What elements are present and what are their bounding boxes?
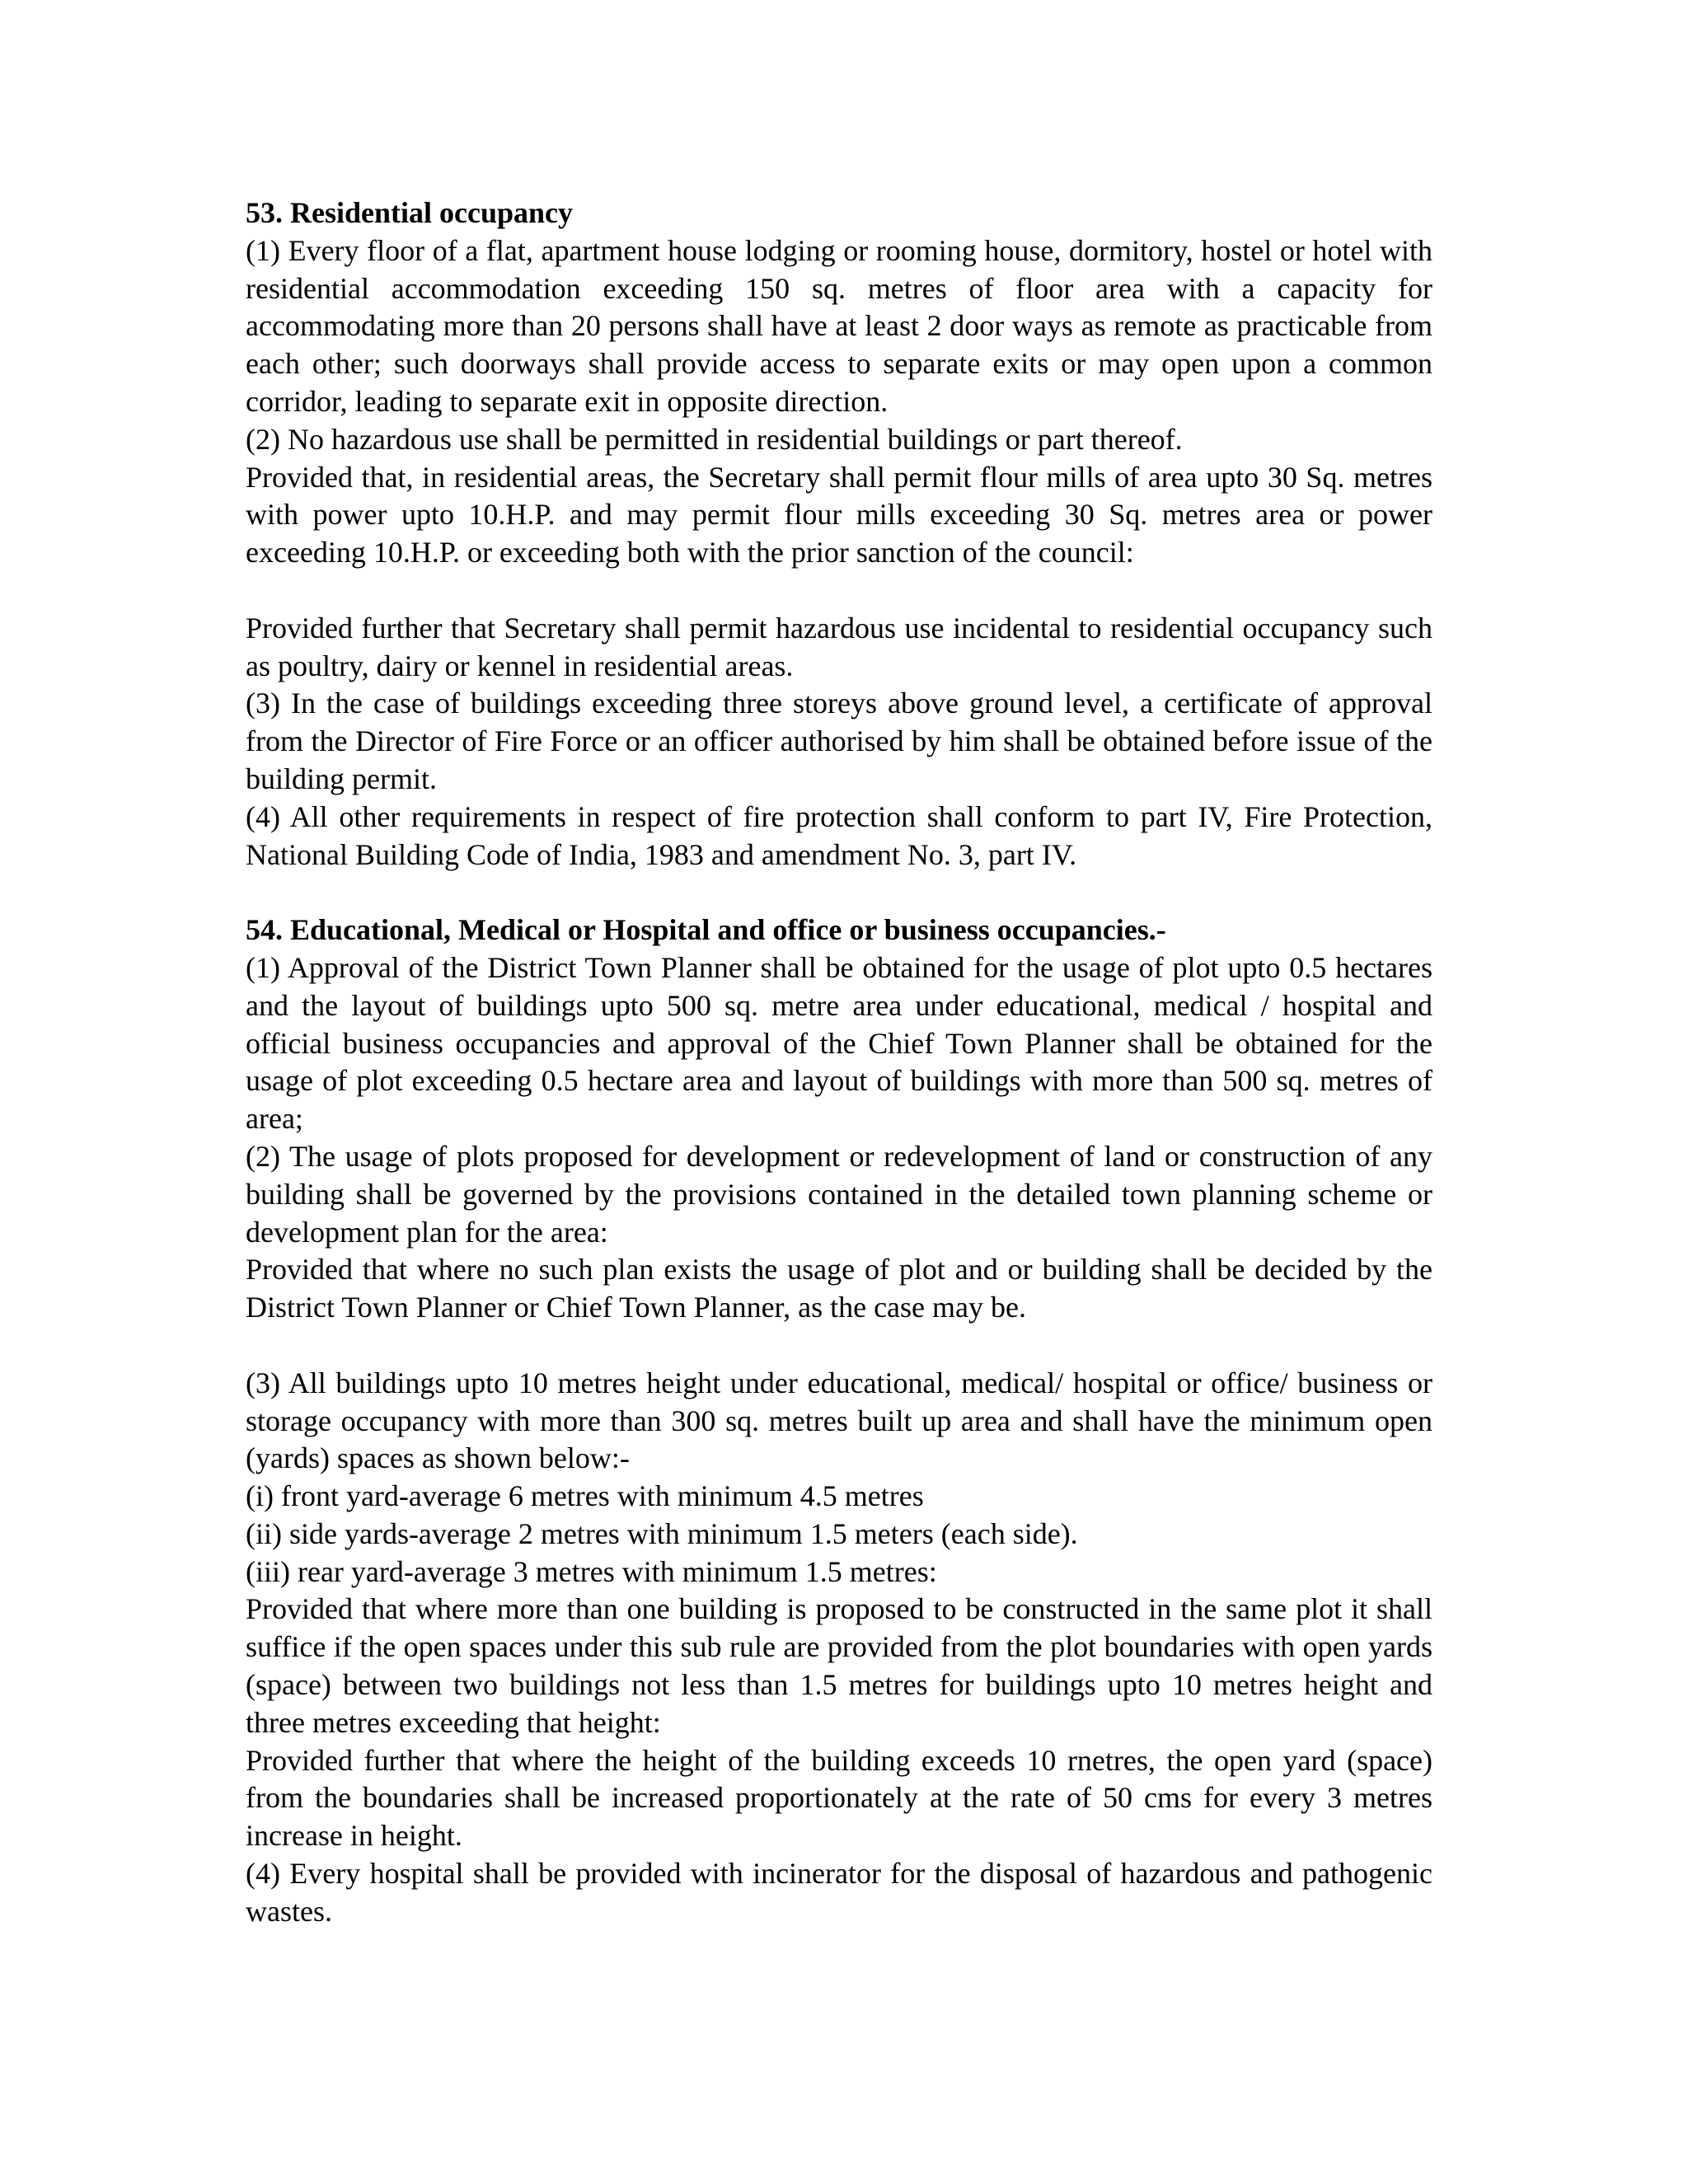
section-gap [246,874,1432,912]
document-page [246,194,1432,1931]
yard-item-side: (ii) side yards-average 2 metres with minimum 1.5 meters (each side). [246,1516,1078,1550]
section-53-heading: 53. Residential occupancy [246,196,574,229]
section-54-heading: 54. Educational, Medical or Hospital and office or business occupancies.- [246,913,1166,947]
section-54-clause-3: (3) All buildings upto 10 metres height under educational, medical/ hospital or office/ business or storage occupancy with more than 300 sq. metres built up area and shall have the minimum open (yards) spaces as shown below:- [246,1366,1432,1475]
section-53-clause-4: (4) All other requirements in respect of fire protection shall conform to part IV, Fire Protection, National Building Code of India, 1983 and amendment No. 3, part IV. [246,799,1432,871]
paragraph-gap [246,572,1432,610]
section-54-clause-2-proviso: Provided that where no such plan exists the usage of plot and or building shall be decided by the District Town Planner or Chief Town Planner, as the case may be. [246,1253,1432,1324]
yard-item-rear: (iii) rear yard-average 3 metres with minimum 1.5 metres: [246,1554,937,1588]
section-53-clause-2-proviso: Provided that, in residential areas, the Secretary shall permit flour mills of area upto 30 Sq. metres with power upto 10.H.P. and may permit flour mills exceeding 30 Sq. metres area or power exceeding 10.H.P. or exceeding both with the prior sanction of the council: [246,460,1432,569]
yard-item-front: (i) front yard-average 6 metres with minimum 4.5 metres [246,1479,924,1513]
paragraph-gap [246,1327,1432,1365]
section-54-clause-4: (4) Every hospital shall be provided with incinerator for the disposal of hazardous and pathogenic wastes. [246,1857,1432,1928]
section-53-clause-2: (2) No hazardous use shall be permitted in residential buildings or part thereof. [246,422,1183,456]
section-54-clause-3-proviso: Provided that where more than one building is proposed to be constructed in the same plot it shall suffice if the open spaces under this sub rule are provided from the plot boundaries with open yards (space) between two buildings not less than 1.5 metres for buildings upto 10 metres height and three metres exceeding that height: [246,1592,1432,1739]
section-53-clause-3: (3) In the case of buildings exceeding three storeys above ground level, a certificate of approval from the Director of Fire Force or an officer authorised by him shall be obtained before issue of the building permit. [246,687,1432,795]
section-54-clause-1: (1) Approval of the District Town Planner shall be obtained for the usage of plot upto 0.5 hectares and the layout of buildings upto 500 sq. metre area under educational, medical / hospital and official business occupancies and approval of the Chief Town Planner shall be obtained for the usage of plot exceeding 0.5 hectare area and layout of buildings with more than 500 sq. metres of area; [246,950,1432,1136]
section-54-clause-3-proviso-further: Provided further that where the height of the building exceeds 10 rnetres, the open yard (space) from the boundaries shall be increased proportionately at the rate of 50 cms for every 3 metres increase in height. [246,1743,1432,1853]
section-54-clause-2: (2) The usage of plots proposed for development or redevelopment of land or construction of any building shall be governed by the provisions contained in the detailed town planning scheme or development plan for the area: [246,1139,1432,1249]
section-53-clause-2-proviso-further: Provided further that Secretary shall permit hazardous use incidental to residential occupancy such as poultry, dairy or kennel in residential areas. [246,611,1432,682]
section-53-clause-1: (1) Every floor of a flat, apartment house lodging or rooming house, dormitory, hostel or hotel with residential accommodation exceeding 150 sq. metres of floor area with a capacity for accommodating more than 20 persons shall have at least 2 door ways as remote as practicable from each other; such doorways shall provide access to separate exits or may open upon a common corridor, leading to separate exit in opposite direction. [246,233,1432,418]
